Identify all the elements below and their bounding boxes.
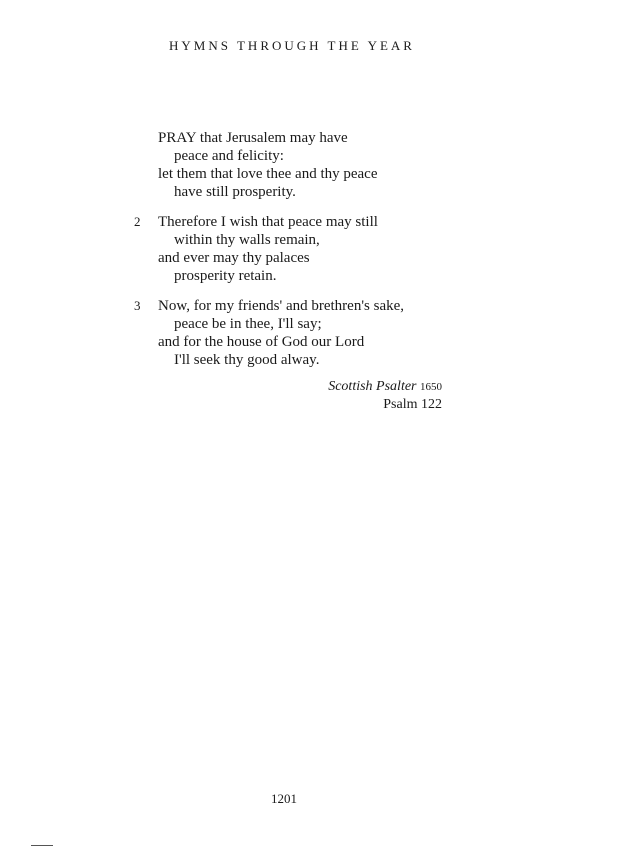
scripture-reference: Psalm 122 (383, 397, 442, 412)
verse-number: 3 (134, 298, 141, 313)
verse-line: peace and felicity: (174, 148, 284, 164)
verse-line: Now, for my friends' and brethren's sake, (158, 298, 405, 314)
verse-line: have still prosperity. (174, 184, 296, 200)
verse-1 (158, 129, 458, 201)
verse-line: peace be in thee, I'll say; (174, 316, 322, 332)
page-number: 1201 (271, 791, 297, 806)
scan-edge-mark (31, 845, 53, 846)
running-head: HYMNS THROUGH THE YEAR (169, 38, 415, 53)
verse-line: PRAY that Jerusalem may have (158, 130, 348, 146)
attribution (280, 378, 442, 414)
verse-line: and for the house of God our Lord (158, 334, 365, 350)
hymn-text (134, 129, 458, 381)
verse-2 (134, 213, 458, 285)
verse-number: 2 (134, 214, 141, 229)
verse-line: I'll seek thy good alway. (174, 352, 320, 368)
verse-line: prosperity retain. (174, 268, 277, 284)
verse-3 (134, 297, 458, 369)
verse-line: within thy walls remain, (174, 232, 320, 248)
verse-line: let them that love thee and thy peace (158, 166, 378, 182)
attribution-source-line (280, 378, 442, 396)
source-year: 1650 (420, 381, 442, 393)
source-title: Scottish Psalter (328, 379, 417, 394)
verse-line: and ever may thy palaces (158, 250, 310, 266)
verse-line: Therefore I wish that peace may still (158, 214, 378, 230)
